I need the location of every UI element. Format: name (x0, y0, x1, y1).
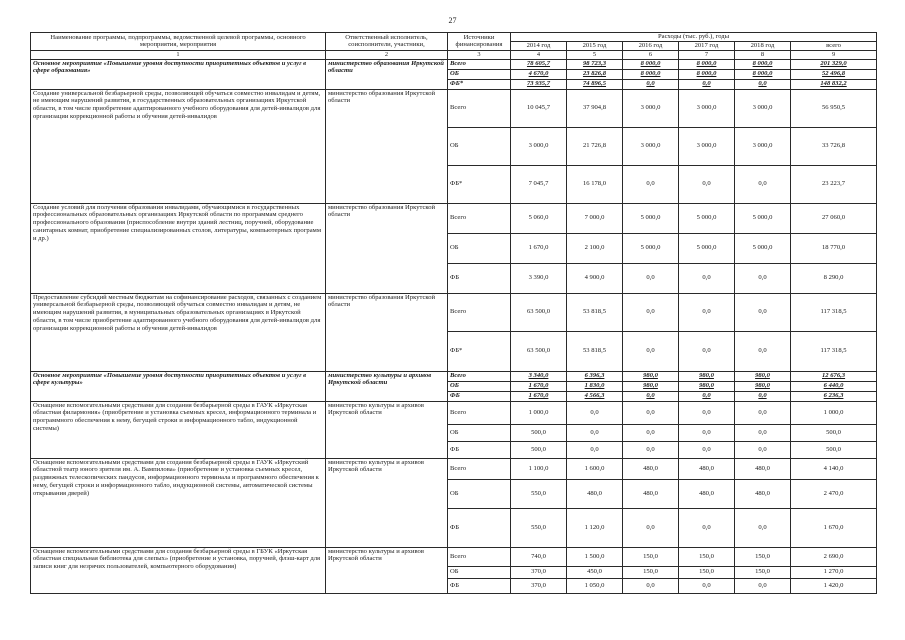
total-value: 6 440,0 (791, 381, 877, 391)
year-value: 980,0 (679, 371, 735, 381)
total-value: 148 832,2 (791, 79, 877, 89)
column-number: 1 (31, 50, 326, 59)
year-value: 500,0 (511, 424, 567, 441)
year-value: 480,0 (735, 479, 791, 508)
year-value: 5 000,0 (623, 203, 679, 233)
total-value: 1 270,0 (791, 566, 877, 578)
year-value: 5 060,0 (511, 203, 567, 233)
total-value: 117 318,5 (791, 293, 877, 331)
year-value: 980,0 (679, 381, 735, 391)
responsible-executor: министерство образования Иркутской области (326, 203, 448, 293)
year-value: 480,0 (623, 479, 679, 508)
year-value: 450,0 (567, 566, 623, 578)
year-value: 150,0 (735, 566, 791, 578)
year-value: 150,0 (623, 547, 679, 566)
funding-source: ФБ (448, 508, 511, 547)
funding-source: ОБ (448, 69, 511, 79)
year-value: 1 500,0 (567, 547, 623, 566)
year-value: 0,0 (679, 165, 735, 203)
year-value: 480,0 (567, 479, 623, 508)
responsible-executor: министерство культуры и архивов Иркутской области (326, 547, 448, 593)
year-value: 550,0 (511, 508, 567, 547)
year-value: 0,0 (567, 401, 623, 424)
year-value: 1 670,0 (511, 381, 567, 391)
year-value: 370,0 (511, 566, 567, 578)
year-value: 0,0 (623, 293, 679, 331)
year-value: 0,0 (567, 424, 623, 441)
year-value: 1 670,0 (511, 233, 567, 263)
year-value: 0,0 (735, 424, 791, 441)
activity-name: Оснащение вспомогательными средствами для создания безбарьерной среды в ГАУК «Иркутский областной театр юного зрителя им. А. Вампилова» (приобретение и установка съемных кресел, раздвижных телескопических пандусов, информационного терминала и программного обеспечения к нему, бегущей строки и информационного табло, индукционной системы, автоматической системы открывания дверей) (31, 458, 326, 547)
header-year: 2014 год (511, 41, 567, 50)
responsible-executor: министерство культуры и архивов Иркутской области (326, 401, 448, 458)
funding-source: ОБ (448, 381, 511, 391)
funding-source: ОБ (448, 479, 511, 508)
funding-source: ОБ (448, 127, 511, 165)
activity-name: Оснащение вспомогательными средствами для создания безбарьерной среды в ГАУК «Иркутская областная филармония» (приобретение и установка съемных кресел, информационного терминала и программного обеспечения к нему, бегущей строки и информационного табло, индукционной системы) (31, 401, 326, 458)
year-value: 370,0 (511, 578, 567, 593)
year-value: 0,0 (735, 508, 791, 547)
year-value: 1 100,0 (511, 458, 567, 479)
funding-source: Всего (448, 203, 511, 233)
year-value: 3 000,0 (623, 89, 679, 127)
main-activity-name: Основное мероприятие «Повышение уровня доступности приоритетных объектов и услуг в сфере образования» (31, 59, 326, 89)
year-value: 0,0 (735, 293, 791, 331)
year-value: 63 500,0 (511, 293, 567, 331)
funding-source: ФБ (448, 441, 511, 458)
funding-source: Всего (448, 401, 511, 424)
year-value: 150,0 (623, 566, 679, 578)
year-value: 0,0 (623, 441, 679, 458)
year-value: 0,0 (623, 578, 679, 593)
year-value: 980,0 (735, 381, 791, 391)
summary-row (31, 371, 877, 381)
table-row (31, 458, 877, 479)
funding-source: Всего (448, 458, 511, 479)
year-value: 5 000,0 (623, 233, 679, 263)
summary-row (31, 59, 877, 69)
year-value: 5 000,0 (735, 233, 791, 263)
year-value: 0,0 (735, 391, 791, 401)
page-number: 27 (448, 16, 457, 25)
year-value: 74 896,5 (567, 79, 623, 89)
total-value: 6 236,3 (791, 391, 877, 401)
year-value: 0,0 (735, 331, 791, 371)
year-value: 0,0 (623, 263, 679, 293)
funding-source: Всего (448, 59, 511, 69)
year-value: 0,0 (735, 79, 791, 89)
funding-source: ФБ* (448, 331, 511, 371)
column-number: 2 (326, 50, 448, 59)
year-value: 0,0 (679, 441, 735, 458)
funding-source: ФБ* (448, 165, 511, 203)
year-value: 550,0 (511, 479, 567, 508)
year-value: 1 830,0 (567, 381, 623, 391)
year-value: 980,0 (623, 371, 679, 381)
year-value: 3 390,0 (511, 263, 567, 293)
year-value: 0,0 (623, 79, 679, 89)
year-value: 37 904,8 (567, 89, 623, 127)
year-value: 73 935,7 (511, 79, 567, 89)
funding-source: ФБ (448, 263, 511, 293)
year-value: 740,0 (511, 547, 567, 566)
year-value: 500,0 (511, 441, 567, 458)
year-value: 3 000,0 (679, 89, 735, 127)
year-value: 4 566,3 (567, 391, 623, 401)
total-value: 4 140,0 (791, 458, 877, 479)
year-value: 0,0 (679, 578, 735, 593)
column-number: 8 (735, 50, 791, 59)
year-value: 0,0 (623, 508, 679, 547)
year-value: 0,0 (679, 331, 735, 371)
year-value: 480,0 (679, 458, 735, 479)
main-activity-name: Основное мероприятие «Повышение уровня доступности приоритетных объектов и услуг в сфере культуры» (31, 371, 326, 401)
year-value: 0,0 (623, 391, 679, 401)
total-value: 500,0 (791, 441, 877, 458)
funding-source: Всего (448, 371, 511, 381)
year-value: 0,0 (735, 165, 791, 203)
header-expenses: Расходы (тыс. руб.), годы (511, 33, 877, 42)
year-value: 8 000,0 (679, 69, 735, 79)
total-value: 2 690,0 (791, 547, 877, 566)
year-value: 0,0 (735, 441, 791, 458)
year-value: 63 500,0 (511, 331, 567, 371)
table-row (31, 293, 877, 331)
year-value: 1 600,0 (567, 458, 623, 479)
year-value: 980,0 (735, 371, 791, 381)
year-value: 53 818,5 (567, 293, 623, 331)
column-number: 6 (623, 50, 679, 59)
column-number: 4 (511, 50, 567, 59)
total-value: 201 329,0 (791, 59, 877, 69)
year-value: 21 726,8 (567, 127, 623, 165)
year-value: 4 900,0 (567, 263, 623, 293)
year-value: 0,0 (679, 391, 735, 401)
table-row (31, 547, 877, 566)
activity-name: Создание универсальной безбарьерной среды, позволяющей обучаться совместно инвалидам и детям, не имеющим нарушений развития, в государственных образовательных организациях Иркутской области, в том числе приобретение адаптированного учебного оборудования для детей-инвалидов для организации коррекционной работы и обучения детей-инвалидов (31, 89, 326, 203)
year-value: 3 340,0 (511, 371, 567, 381)
year-value: 0,0 (735, 263, 791, 293)
total-value: 18 770,0 (791, 233, 877, 263)
funding-source: ФБ (448, 391, 511, 401)
responsible-executor: министерство культуры и архивов Иркутской области (326, 458, 448, 547)
total-value: 1 670,0 (791, 508, 877, 547)
header-name: Наименование программы, подпрограммы, ведомственной целевой программы, основного мероприятия, мероприятия (31, 33, 326, 51)
year-value: 78 605,7 (511, 59, 567, 69)
total-value: 1 000,0 (791, 401, 877, 424)
year-value: 980,0 (623, 381, 679, 391)
year-value: 8 000,0 (679, 59, 735, 69)
funding-source: ФБ (448, 578, 511, 593)
year-value: 5 000,0 (679, 233, 735, 263)
year-value: 23 826,8 (567, 69, 623, 79)
total-value: 56 950,5 (791, 89, 877, 127)
total-value: 2 470,0 (791, 479, 877, 508)
funding-source: ОБ (448, 424, 511, 441)
column-number-row (31, 50, 877, 59)
column-number: 7 (679, 50, 735, 59)
total-value: 117 318,5 (791, 331, 877, 371)
year-value: 0,0 (623, 401, 679, 424)
year-value: 53 818,5 (567, 331, 623, 371)
year-value: 0,0 (623, 331, 679, 371)
year-value: 3 000,0 (735, 89, 791, 127)
funding-source: Всего (448, 547, 511, 566)
year-value: 0,0 (735, 401, 791, 424)
table-row (31, 203, 877, 233)
activity-name: Оснащение вспомогательными средствами для создания безбарьерной среды в ГБУК «Иркутская областная специальная библиотека для слепых» (приобретение и установка, поручней, флэш-карт для записи книг для незрячих пользователей, компьютерного оборудования) (31, 547, 326, 593)
year-value: 7 045,7 (511, 165, 567, 203)
funding-source: Всего (448, 293, 511, 331)
column-number: 5 (567, 50, 623, 59)
year-value: 0,0 (679, 401, 735, 424)
column-number: 3 (448, 50, 511, 59)
activity-name: Создание условий для получения образования инвалидами, обучающимися в государственных профессиональных образовательных организациях Иркутской области по программам среднего профессионального образования (приспособление внутри зданий лестниц, поручней, оборудование санитарных комнат, приобретение специализированных столов, литературы, компьютерных программ и др.) (31, 203, 326, 293)
year-value: 0,0 (623, 165, 679, 203)
total-value: 1 420,0 (791, 578, 877, 593)
total-value: 27 060,0 (791, 203, 877, 233)
year-value: 16 178,0 (567, 165, 623, 203)
year-value: 98 723,3 (567, 59, 623, 69)
total-value: 52 496,8 (791, 69, 877, 79)
year-value: 8 000,0 (735, 59, 791, 69)
year-value: 1 000,0 (511, 401, 567, 424)
header-year: 2016 год (623, 41, 679, 50)
year-value: 8 000,0 (735, 69, 791, 79)
header-year: 2017 год (679, 41, 735, 50)
year-value: 480,0 (623, 458, 679, 479)
year-value: 5 000,0 (679, 203, 735, 233)
year-value: 3 000,0 (623, 127, 679, 165)
year-value: 3 000,0 (735, 127, 791, 165)
responsible-executor: министерство образования Иркутской области (326, 89, 448, 203)
activity-name: Предоставление субсидий местным бюджетам на софинансирование расходов, связанных с созданием универсальной безбарьерной среды, позволяющей обучаться совместно инвалидам и детям, не имеющим нарушений развития, в муниципальных образовательных организациях в Иркутской области, в том числе приобретение адаптированного учебного оборудования для детей-инвалидов для организации коррекционной работы и обучения детей-инвалидов (31, 293, 326, 371)
year-value: 0,0 (623, 424, 679, 441)
header-responsible: Ответственный исполнитель, соисполнители, участники, (326, 33, 448, 51)
year-value: 0,0 (679, 263, 735, 293)
year-value: 8 000,0 (623, 69, 679, 79)
year-value: 8 000,0 (623, 59, 679, 69)
year-value: 0,0 (679, 424, 735, 441)
year-value: 10 045,7 (511, 89, 567, 127)
responsible-executor: министерство культуры и архивов Иркутской области (326, 371, 448, 401)
budget-table (30, 32, 877, 594)
year-value: 150,0 (679, 547, 735, 566)
funding-source: ФБ* (448, 79, 511, 89)
year-value: 480,0 (679, 479, 735, 508)
year-value: 0,0 (679, 293, 735, 331)
funding-source: Всего (448, 89, 511, 127)
year-value: 0,0 (679, 508, 735, 547)
header-row (31, 33, 877, 42)
header-year: 2015 год (567, 41, 623, 50)
year-value: 0,0 (735, 578, 791, 593)
responsible-executor: министерство образования Иркутской области (326, 59, 448, 89)
total-value: 23 223,7 (791, 165, 877, 203)
total-value: 8 290,0 (791, 263, 877, 293)
table-row (31, 89, 877, 127)
year-value: 1 120,0 (567, 508, 623, 547)
funding-source: ОБ (448, 566, 511, 578)
year-value: 3 000,0 (511, 127, 567, 165)
responsible-executor: министерство образования Иркутской области (326, 293, 448, 371)
total-value: 12 676,3 (791, 371, 877, 381)
total-value: 33 726,8 (791, 127, 877, 165)
column-number: 9 (791, 50, 877, 59)
year-value: 480,0 (735, 458, 791, 479)
year-value: 150,0 (735, 547, 791, 566)
year-value: 0,0 (567, 441, 623, 458)
header-source: Источники финансирования (448, 33, 511, 51)
year-value: 5 000,0 (735, 203, 791, 233)
funding-source: ОБ (448, 233, 511, 263)
year-value: 3 000,0 (679, 127, 735, 165)
year-value: 150,0 (679, 566, 735, 578)
header-year: 2018 год (735, 41, 791, 50)
year-value: 0,0 (679, 79, 735, 89)
year-value: 6 396,3 (567, 371, 623, 381)
year-value: 1 670,0 (511, 391, 567, 401)
year-value: 4 670,0 (511, 69, 567, 79)
table-row (31, 401, 877, 424)
year-value: 1 050,0 (567, 578, 623, 593)
year-value: 7 000,0 (567, 203, 623, 233)
header-year: всего (791, 41, 877, 50)
total-value: 500,0 (791, 424, 877, 441)
year-value: 2 100,0 (567, 233, 623, 263)
